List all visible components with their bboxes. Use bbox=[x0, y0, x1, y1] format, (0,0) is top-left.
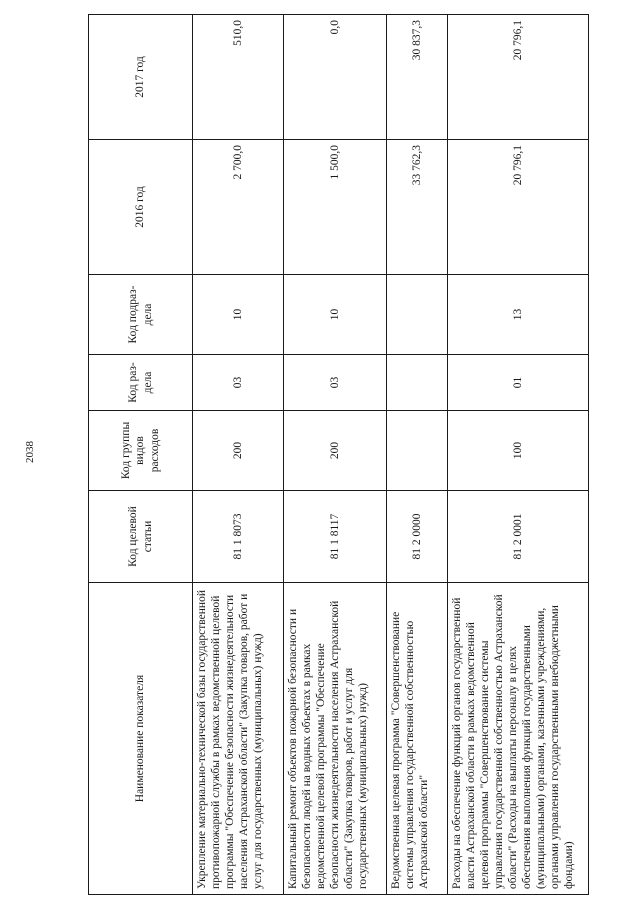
table-row bbox=[448, 15, 589, 895]
row-expense-group: 100 bbox=[448, 411, 589, 491]
header-expense-group: Код группы видов расходов bbox=[89, 411, 193, 491]
row-target-code: 81 2 0000 bbox=[387, 491, 448, 583]
header-target-code: Код целевой статьи bbox=[89, 491, 193, 583]
header-name: Наименование показателя bbox=[89, 583, 193, 895]
row-section: 03 bbox=[193, 355, 284, 411]
row-year-2016: 33 762,3 bbox=[387, 140, 448, 275]
rotated-page-content bbox=[88, 15, 588, 895]
row-section: 03 bbox=[284, 355, 387, 411]
row-year-2017: 30 837,3 bbox=[387, 15, 448, 140]
row-subsection: 10 bbox=[284, 275, 387, 355]
row-subsection: 13 bbox=[448, 275, 589, 355]
header-year-2016: 2016 год bbox=[89, 140, 193, 275]
row-section: 01 bbox=[448, 355, 589, 411]
header-section: Код раз-дела bbox=[89, 355, 193, 411]
row-subsection bbox=[387, 275, 448, 355]
table-row bbox=[284, 15, 387, 895]
table-header-row bbox=[89, 15, 193, 895]
table-row bbox=[387, 15, 448, 895]
budget-table bbox=[88, 14, 589, 895]
row-target-code: 81 2 0001 bbox=[448, 491, 589, 583]
row-name: Расходы на обеспечение функций органов государственной власти Астраханской области в рамках ведомственной целевой программы "Совершенствование системы управления государственной собственностью Астраханской области" (Расходы на выплаты персоналу в целях обеспечения выполнения функций государственными (муниципальными) органами, казенными учреждениями, органами управления государственными внебюджетными фондами) bbox=[448, 583, 589, 895]
row-expense-group: 200 bbox=[193, 411, 284, 491]
row-name: Укрепление материально-технической базы государственной противопожарной службы в рамках ведомственной целевой программы "Обеспечение безопасности жизнедеятельности населения Астраханской области" (Закупка товаров, работ и услуг для государственных (муниципальных) нужд) bbox=[193, 583, 284, 895]
row-year-2016: 20 796,1 bbox=[448, 140, 589, 275]
row-year-2016: 2 700,0 bbox=[193, 140, 284, 275]
row-name: Ведомственная целевая программа "Совершенствование системы управления государственной собственностью Астраханской области" bbox=[387, 583, 448, 895]
header-subsection: Код подраз-дела bbox=[89, 275, 193, 355]
row-target-code: 81 1 8073 bbox=[193, 491, 284, 583]
row-expense-group: 200 bbox=[284, 411, 387, 491]
row-year-2017: 510,0 bbox=[193, 15, 284, 140]
row-year-2017: 20 796,1 bbox=[448, 15, 589, 140]
row-target-code: 81 1 8117 bbox=[284, 491, 387, 583]
row-year-2017: 0,0 bbox=[284, 15, 387, 140]
table-row bbox=[193, 15, 284, 895]
row-subsection: 10 bbox=[193, 275, 284, 355]
page-number: 2038 bbox=[24, 441, 36, 463]
row-section bbox=[387, 355, 448, 411]
row-expense-group bbox=[387, 411, 448, 491]
row-name: Капитальный ремонт объектов пожарной безопасности и безопасности людей на водных объектах в рамках ведомственной целевой программы "Обеспечение безопасности жизнедеятельности населения Астраханской области" (Закупка товаров, работ и услуг для государственных (муниципальных) нужд) bbox=[284, 583, 387, 895]
header-year-2017: 2017 год bbox=[89, 15, 193, 140]
row-year-2016: 1 500,0 bbox=[284, 140, 387, 275]
